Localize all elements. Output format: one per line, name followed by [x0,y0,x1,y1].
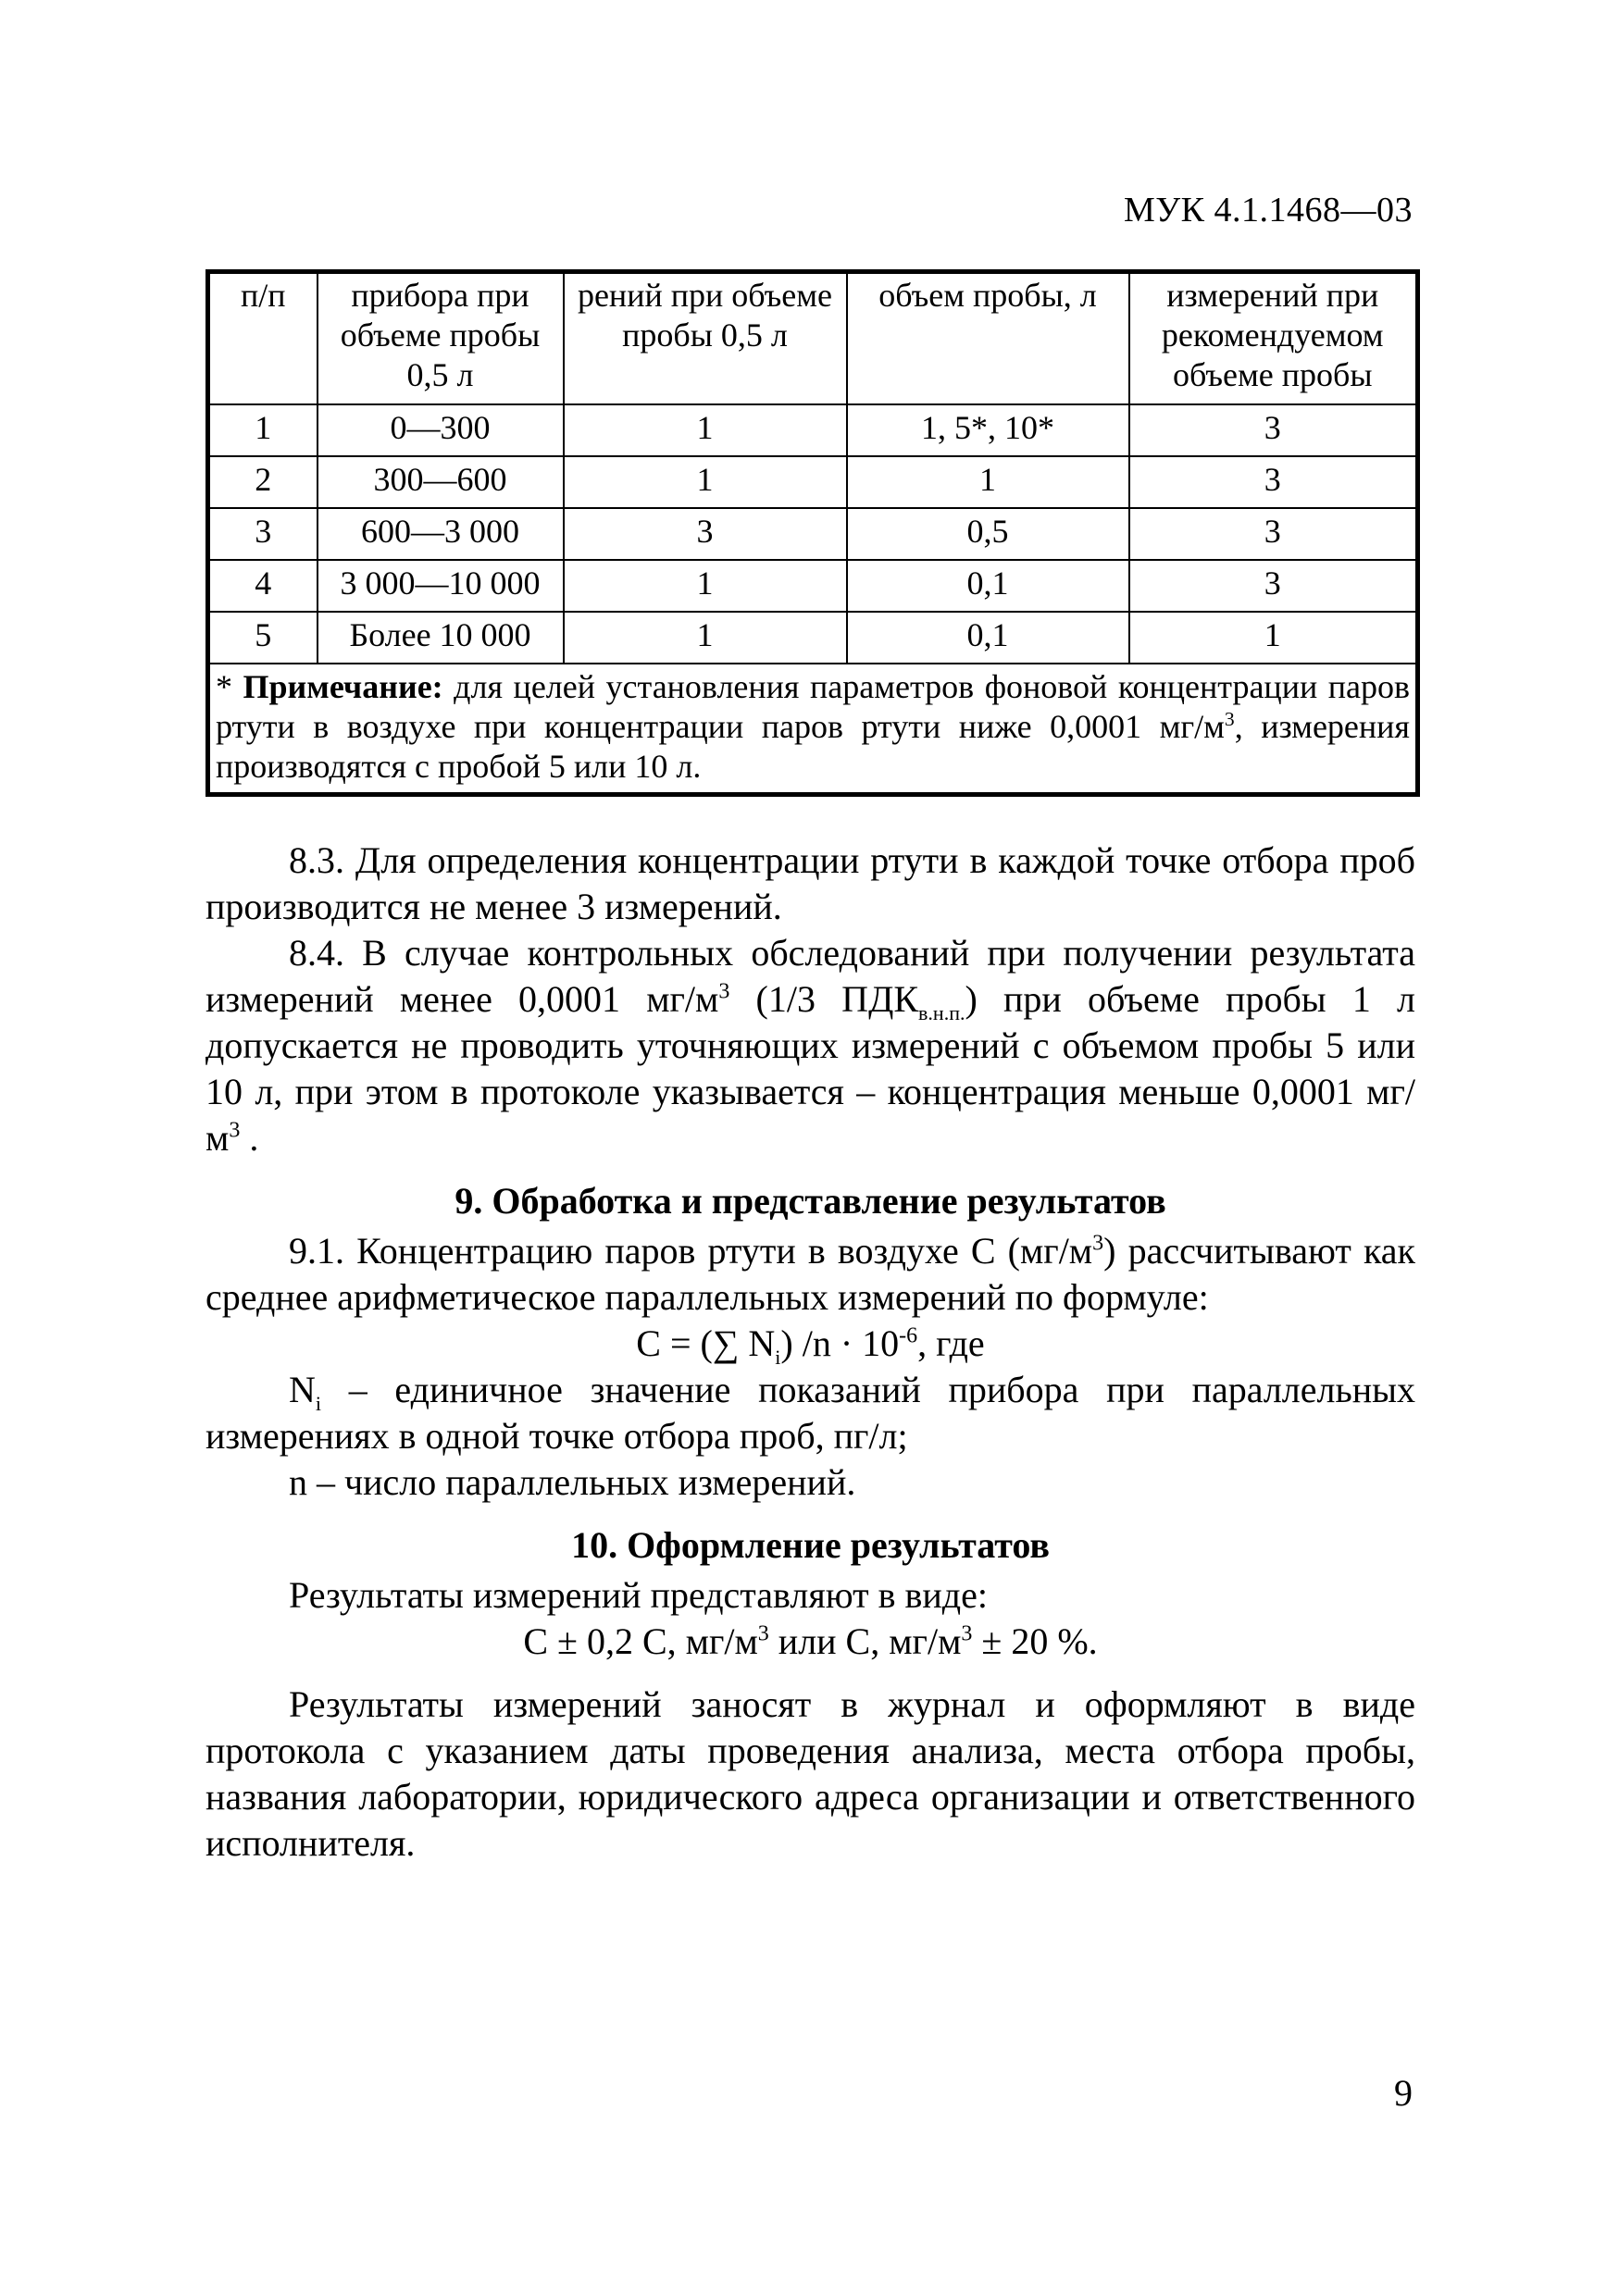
table-cell: 0,1 [847,560,1129,612]
text-span: ) рассчитывают как среднее арифметическое параллельных измерений по формуле: [205,1230,1415,1318]
table-cell: 3 [208,508,318,560]
formula-result [205,1619,1415,1665]
table-row [208,612,1418,664]
formula-concentration [205,1321,1415,1367]
measurement-table [205,269,1420,797]
table-cell: 3 000—10 000 [318,560,564,612]
table-cell: 300—600 [318,456,564,508]
table-cell: 1 [564,404,847,456]
paragraph-8-4 [205,930,1415,1161]
table-cell: 5 [208,612,318,664]
text-span: . [240,1117,259,1159]
table-cell: 2 [208,456,318,508]
page-number: 9 [1394,2072,1413,2114]
table-cell: 1 [847,456,1129,508]
note-label: Примечание: [243,668,443,705]
note-text: для целей установления параметров фоновой концентрации паров ртути в воздухе при концентрации паров ртути ниже 0,0001 мг/м [216,668,1410,745]
text-span: ) при объеме пробы 1 л допускается не проводить уточняющих измерений с объемом пробы 5 или 10 л, при этом в протоколе указывается – концентрация меньше 0,0001 мг/м [205,978,1416,1159]
measurement-table-wrap [205,269,1415,797]
superscript: -6 [899,1323,918,1348]
table-cell: 4 [208,560,318,612]
superscript: 3 [1092,1231,1104,1256]
table-cell: 3 [1129,456,1418,508]
note-superscript: 3 [1224,708,1235,730]
table-cell: 3 [564,508,847,560]
paragraph-8-3: 8.3. Для определения концентрации ртути в каждой точке отбора проб производится не менее 3 измерений. [205,839,1415,927]
text-span: (1/3 ПДК [729,978,919,1020]
note-prefix: * [216,668,243,705]
formula-span: , где [917,1322,985,1364]
table-cell: 0,5 [847,508,1129,560]
superscript: 3 [229,1118,241,1143]
table-cell: 3 [1129,560,1418,612]
formula-span: ± 20 %. [972,1620,1098,1662]
document-code: МУК 4.1.1468—03 [1123,191,1413,230]
table-cell: 600—3 000 [318,508,564,560]
subscript: в.н.п. [918,1001,965,1024]
formula-span: С ± 0,2 С, мг/м [523,1620,758,1662]
table-header-cell: рений при объеме пробы 0,5 л [564,272,847,405]
text-span: N [289,1369,316,1410]
table-cell: 1, 5*, 10* [847,404,1129,456]
table-cell: Более 10 000 [318,612,564,664]
table-cell: 3 [1129,404,1418,456]
table-cell: 0—300 [318,404,564,456]
table-header-cell: измерений при рекомендуемом объеме пробы [1129,272,1418,405]
formula-span: ) /n · 10 [780,1322,900,1364]
table-row [208,508,1418,560]
section-9-heading: 9. Обработка и представление результатов [455,1180,1166,1222]
table-header-row [208,272,1418,405]
table-cell: 0,1 [847,612,1129,664]
formula-span: С = (∑ N [636,1322,776,1364]
table-cell: 1 [1129,612,1418,664]
paragraph-10-protocol: Результаты измерений заносят в журнал и оформляют в виде протокола с указанием даты проведения анализа, места отбора пробы, названия лаборатории, юридического адреса организации и ответственного исполнителя. [205,1683,1415,1864]
table-note [208,664,1418,795]
table-row [208,404,1418,456]
table-cell: 1 [564,456,847,508]
subscript: i [775,1346,781,1369]
paragraph-10-intro: Результаты измерений представляют в виде: [289,1574,988,1616]
table-row [208,560,1418,612]
table-header-cell: прибора при объеме пробы 0,5 л [318,272,564,405]
subscript: i [315,1392,322,1415]
text-span: 9.1. Концентрацию паров ртути в воздухе С (мг/м [289,1230,1093,1272]
table-cell: 1 [564,612,847,664]
formula-span: или С, мг/м [768,1620,962,1662]
superscript: 3 [718,979,730,1004]
superscript: 3 [961,1621,973,1646]
superscript: 3 [757,1621,769,1646]
definition-ni [205,1367,1415,1459]
table-header-cell: объем пробы, л [847,272,1129,405]
definition-n: n – число параллельных измерений. [289,1461,856,1503]
table-row [208,456,1418,508]
section-10-heading: 10. Оформление результатов [571,1524,1050,1566]
note-text-end: , измерения производятся с пробой 5 или 10 л. [216,708,1410,785]
paragraph-9-1 [205,1228,1415,1321]
text-span: 8.4. В случае контрольных обследований при получении результата измерений менее 0,0001 мг/м [205,932,1415,1020]
table-cell: 1 [564,560,847,612]
table-note-row [208,664,1418,795]
text-span: – единичное значение показаний прибора при параллельных измерениях в одной точке отбора проб, пг/л; [205,1369,1415,1457]
document-body [205,838,1415,1867]
table-cell: 1 [208,404,318,456]
table-cell: 3 [1129,508,1418,560]
table-header-cell: п/п [208,272,318,405]
